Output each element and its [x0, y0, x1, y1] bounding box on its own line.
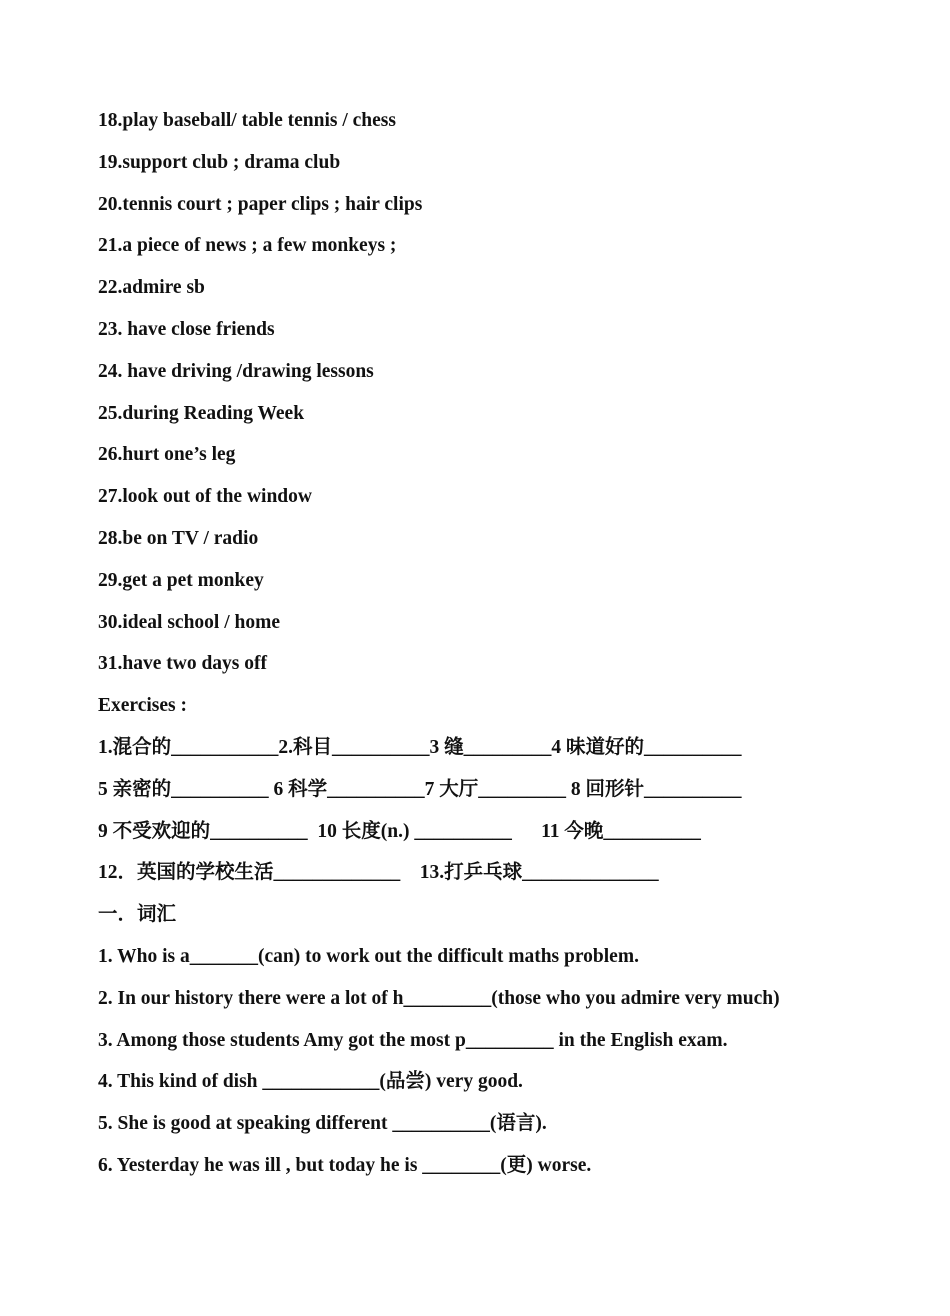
- exercise-vocab-row-1: 1.混合的___________2.科目__________3 缝_________4 味道好的__________: [98, 736, 742, 758]
- sentence-question-5: 5. She is good at speaking different __________(语言).: [98, 1113, 547, 1135]
- phrase-line-23: 23. have close friends: [98, 318, 275, 340]
- phrase-line-28: 28.be on TV / radio: [98, 527, 259, 549]
- phrase-line-30: 30.ideal school / home: [98, 611, 281, 633]
- phrase-line-19: 19.support club ; drama club: [98, 151, 341, 173]
- exercise-vocab-row-3: 9 不受欢迎的__________ 10 长度(n.) __________ 11 今晚__________: [98, 820, 701, 842]
- exercises-heading: Exercises :: [98, 695, 187, 717]
- exercise-vocab-row-2: 5 亲密的__________ 6 科学__________7 大厅_________ 8 回形针__________: [98, 778, 742, 800]
- phrase-line-21: 21.a piece of news ; a few monkeys ;: [98, 235, 397, 257]
- phrase-line-31: 31.have two days off: [98, 653, 267, 675]
- sentence-question-3: 3. Among those students Amy got the most p_________ in the English exam.: [98, 1029, 728, 1051]
- phrase-line-27: 27.look out of the window: [98, 486, 312, 508]
- phrase-line-20: 20.tennis court ; paper clips ; hair clips: [98, 193, 423, 215]
- sentence-question-4: 4. This kind of dish ____________(品尝) very good.: [98, 1071, 523, 1093]
- sentence-question-6: 6. Yesterday he was ill , but today he is ________(更) worse.: [98, 1154, 592, 1176]
- phrase-line-22: 22.admire sb: [98, 277, 205, 299]
- sentence-question-2: 2. In our history there were a lot of h_________(those who you admire very much): [98, 987, 780, 1009]
- phrase-line-24: 24. have driving /drawing lessons: [98, 360, 374, 382]
- phrase-line-29: 29.get a pet monkey: [98, 569, 264, 591]
- exercise-vocab-row-4: 12．英国的学校生活_____________ 13.打乒乓球______________: [98, 862, 659, 884]
- sentence-question-1: 1. Who is a_______(can) to work out the difficult maths problem.: [98, 945, 639, 967]
- phrase-line-25: 25.during Reading Week: [98, 402, 305, 424]
- phrase-line-18: 18.play baseball/ table tennis / chess: [98, 110, 396, 131]
- document-body: [98, 104, 918, 1191]
- section-heading-vocabulary: 一．词汇: [98, 904, 177, 926]
- phrase-line-26: 26.hurt one’s leg: [98, 444, 236, 466]
